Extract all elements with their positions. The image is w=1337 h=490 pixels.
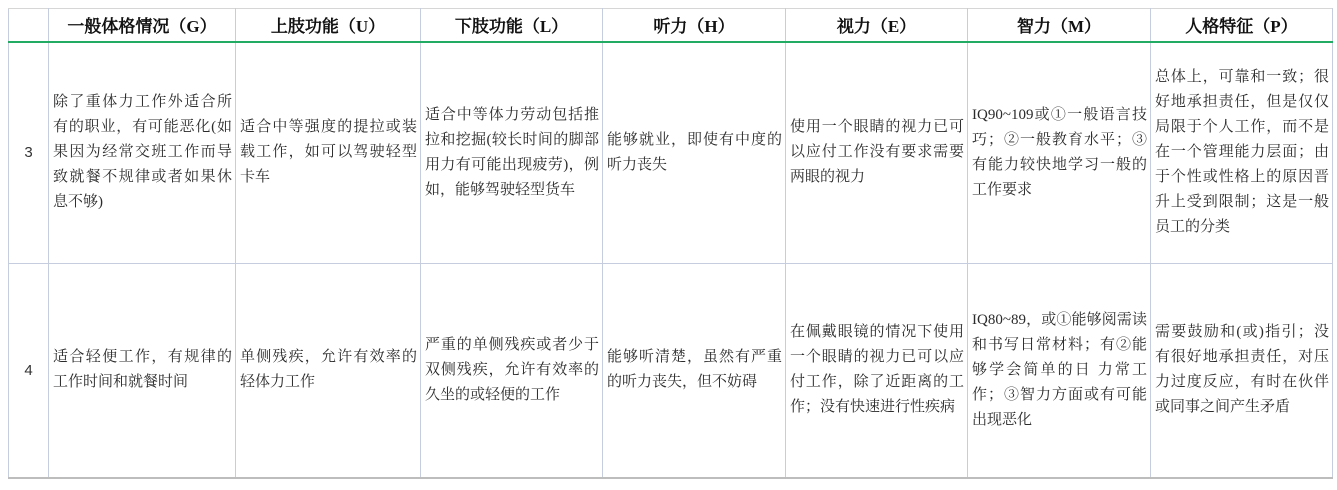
header-row xyxy=(9,9,1333,42)
cell-r3-vision[interactable]: 使用一个眼睛的视力已可以应付工作没有要求需要两眼的视力 xyxy=(786,42,968,264)
cell-r4-intelligence[interactable]: IQ80~89，或①能够阅需读和书写日常材料；有②能够学会简单的日 力常工作；③智力方面或有可能出现恶化 xyxy=(968,264,1151,478)
column-header-intelligence[interactable]: 智力（M） xyxy=(968,9,1151,42)
cell-r4-general-physical[interactable]: 适合轻便工作，有规律的工作时间和就餐时间 xyxy=(49,264,236,478)
column-header-hearing[interactable]: 听力（H） xyxy=(603,9,786,42)
row-number[interactable]: 3 xyxy=(9,42,49,264)
column-header-vision-selected[interactable]: 视力（E） xyxy=(786,9,968,42)
column-header-general-physical[interactable]: 一般体格情况（G） xyxy=(49,9,236,42)
cell-r4-upper-limb[interactable]: 单侧残疾，允许有效率的轻体力工作 xyxy=(236,264,421,478)
table-row-3 xyxy=(9,42,1333,264)
cell-r4-lower-limb[interactable]: 严重的单侧残疾或者少于双侧残疾，允许有效率的久坐的或轻便的工作 xyxy=(421,264,603,478)
classification-table xyxy=(8,8,1333,479)
cell-r3-upper-limb[interactable]: 适合中等强度的提拉或装载工作，如可以驾驶轻型卡车 xyxy=(236,42,421,264)
cell-r3-lower-limb[interactable]: 适合中等体力劳动包括推拉和挖掘(较长时间的脚部用力有可能出现疲劳)，例如，能够驾驶轻型货车 xyxy=(421,42,603,264)
cell-r3-hearing[interactable]: 能够就业，即使有中度的听力丧失 xyxy=(603,42,786,264)
column-header-personality[interactable]: 人格特征（P） xyxy=(1151,9,1333,42)
cell-r4-vision[interactable]: 在佩戴眼镜的情况下使用一个眼睛的视力已可以应付工作，除了近距离的工作；没有快速进行性疾病 xyxy=(786,264,968,478)
cell-r3-intelligence[interactable]: IQ90~109或①一般语言技巧；②一般教育水平；③有能力较快地学习一般的工作要求 xyxy=(968,42,1151,264)
row-number[interactable]: 4 xyxy=(9,264,49,478)
row-number-header[interactable] xyxy=(9,9,49,42)
cell-r4-hearing[interactable]: 能够听清楚，虽然有严重的听力丧失，但不妨碍 xyxy=(603,264,786,478)
column-header-lower-limb[interactable]: 下肢功能（L） xyxy=(421,9,603,42)
cell-r3-general-physical[interactable]: 除了重体力工作外适合所有的职业，有可能恶化(如果因为经常交班工作而导致就餐不规律或者如果休息不够) xyxy=(49,42,236,264)
table-row-4 xyxy=(9,264,1333,478)
cell-r4-personality[interactable]: 需要鼓励和(或)指引；没有很好地承担责任，对压力过度反应，有时在伙伴或同事之间产生矛盾 xyxy=(1151,264,1333,478)
cell-r3-personality[interactable]: 总体上，可靠和一致；很好地承担责任，但是仅仅局限于个人工作，而不是在一个管理能力层面；由于个性或性格上的原因晋升上受到限制；这是一般员工的分类 xyxy=(1151,42,1333,264)
column-header-upper-limb[interactable]: 上肢功能（U） xyxy=(236,9,421,42)
